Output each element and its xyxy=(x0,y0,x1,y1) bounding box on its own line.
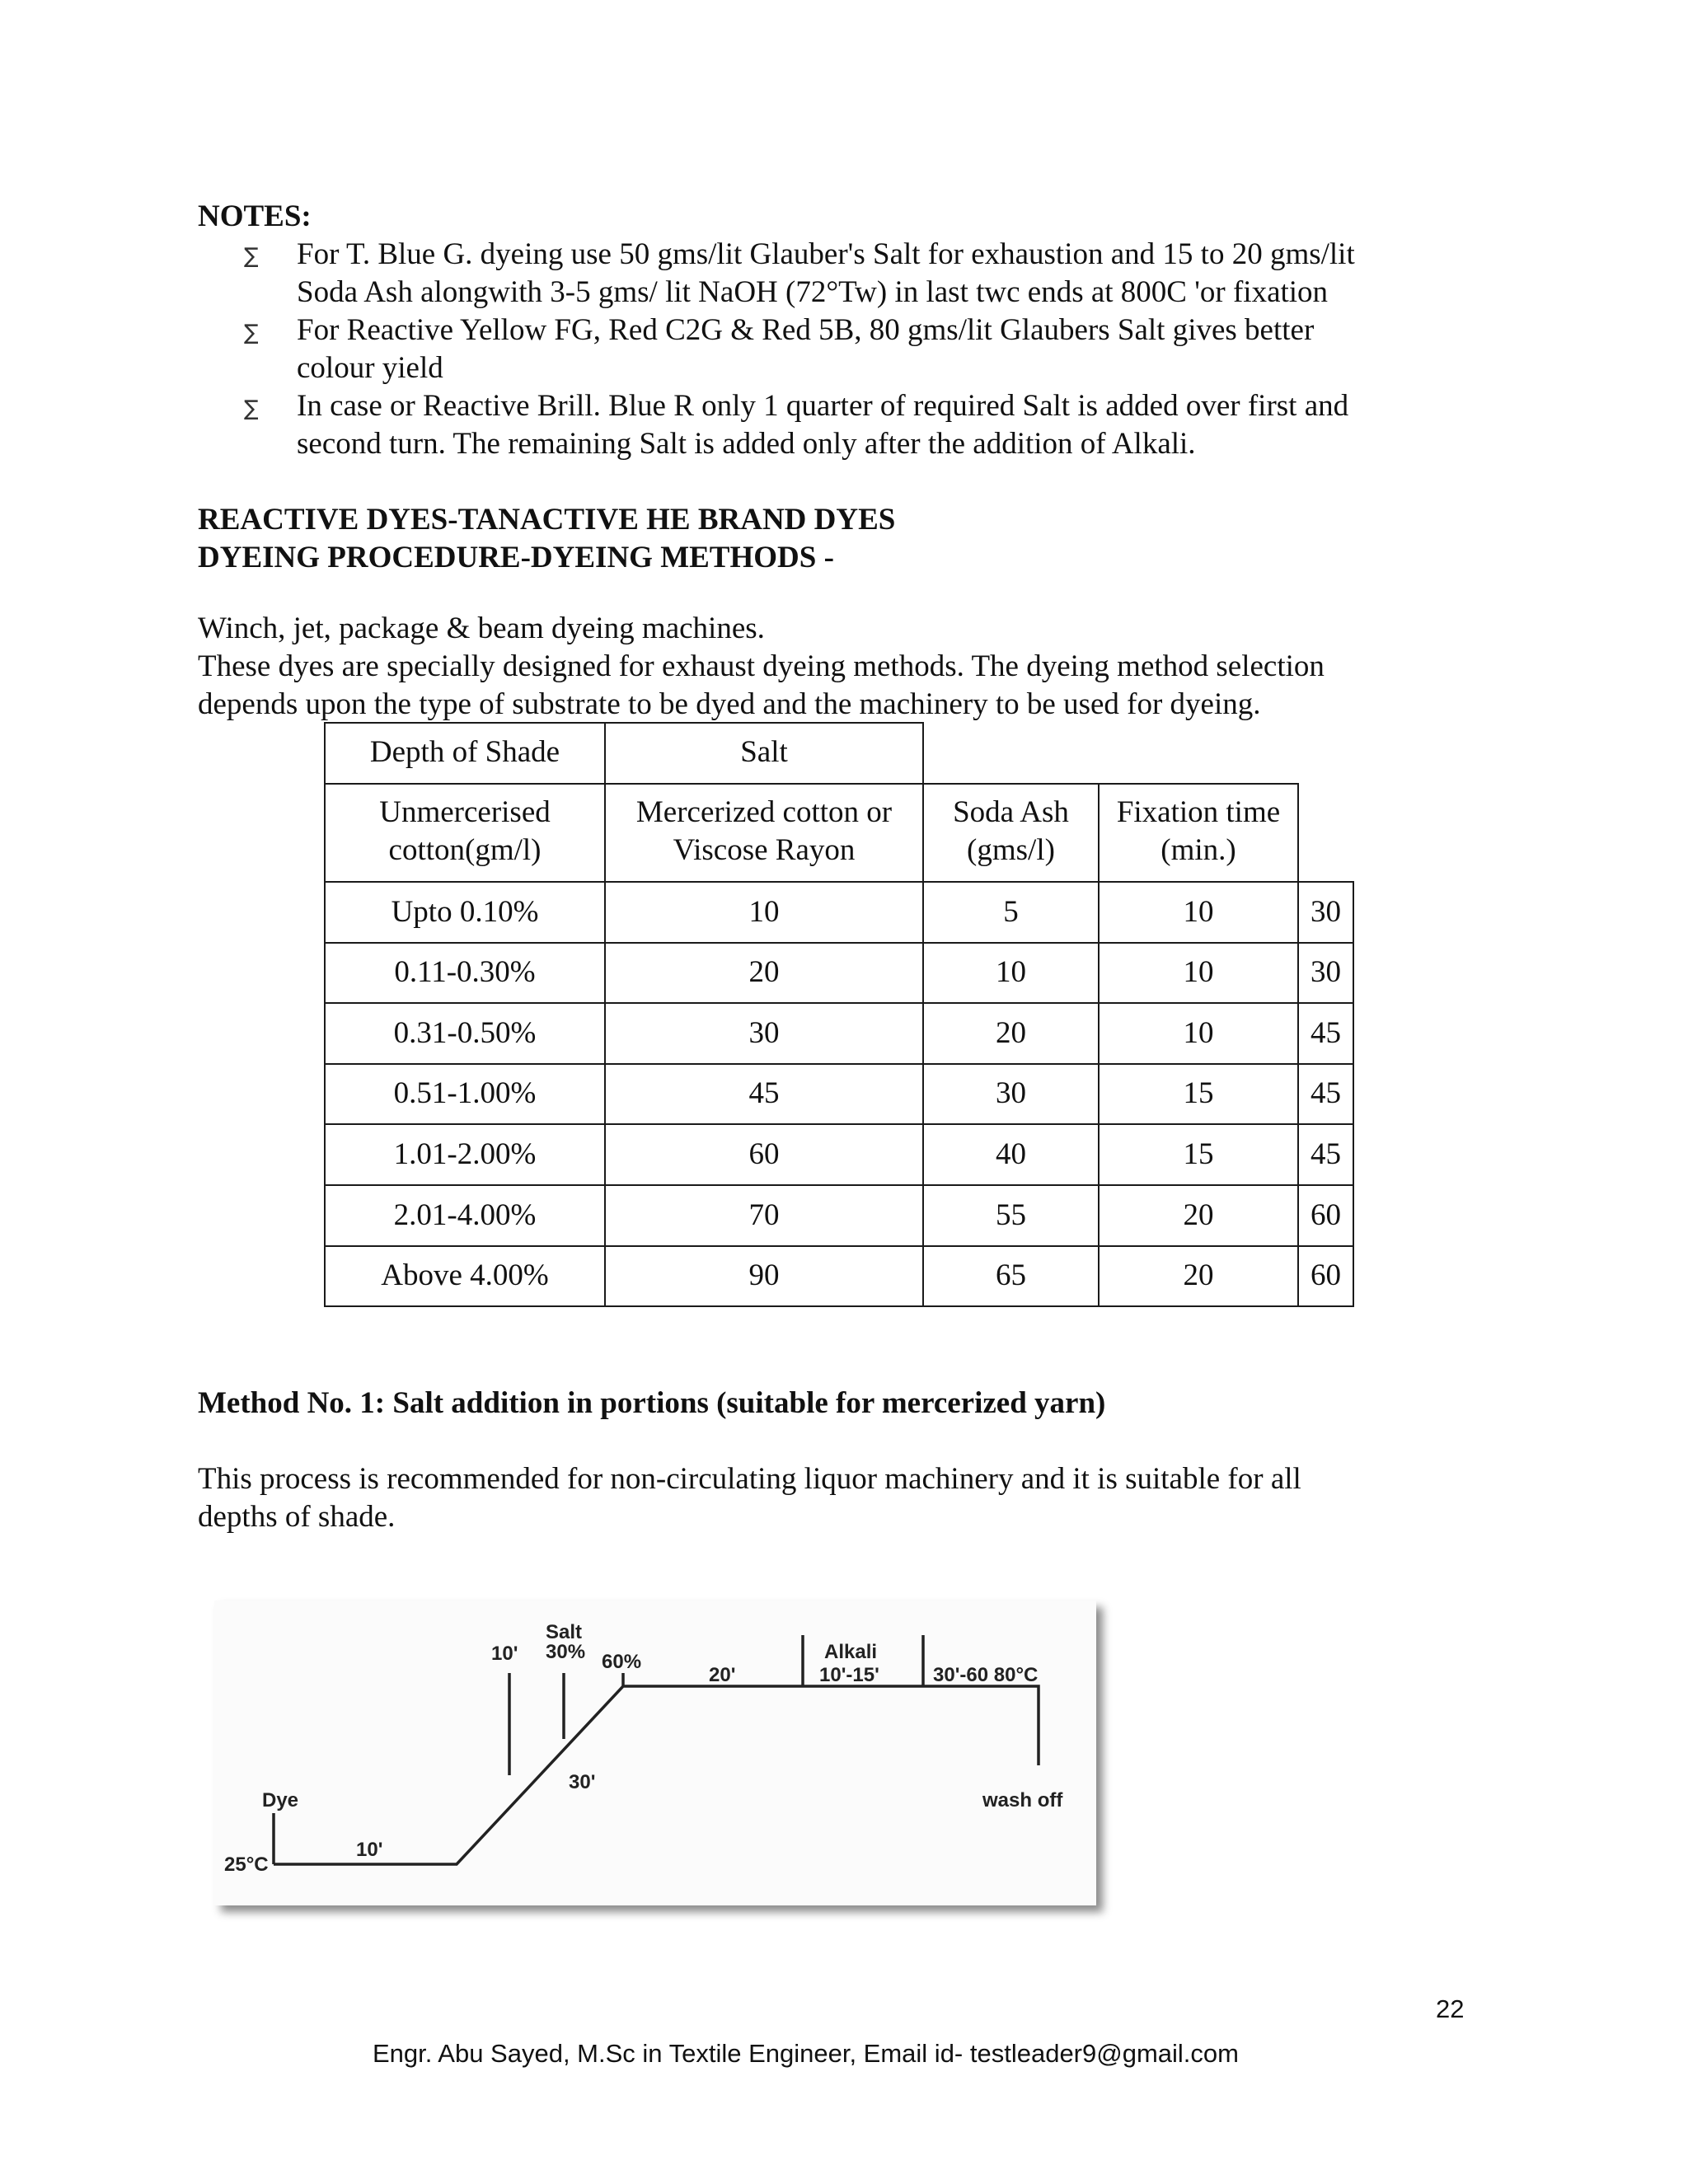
note-2-line-1: For Reactive Yellow FG, Red C2G & Red 5B, 80 gms/lit Glaubers Salt gives better xyxy=(297,313,1315,347)
note-2-line-2: colour yield xyxy=(297,351,443,385)
note-3-line-1: In case or Reactive Brill. Blue R only 1 quarter of required Salt is added over first and xyxy=(297,389,1349,423)
row-depth: 0.51-1.00% xyxy=(393,1076,537,1110)
row-mercerized: 55 xyxy=(996,1198,1026,1232)
section-para-1: Winch, jet, package & beam dyeing machines. xyxy=(198,612,765,645)
header-unmercerised-line-1: Unmercerised xyxy=(379,795,551,829)
row-depth: 0.31-0.50% xyxy=(393,1016,537,1050)
row-soda-ash: 10 xyxy=(1183,955,1214,989)
label-wash-off: wash off xyxy=(982,1789,1063,1811)
row-soda-ash: 20 xyxy=(1183,1198,1214,1232)
section-para-2a: These dyes are specially designed for exhaust dyeing methods. The dyeing method selection xyxy=(198,649,1325,683)
note-1-line-2: Soda Ash alongwith 3-5 gms/ lit NaOH (72°Tw) in last twc ends at 800C 'or fixation xyxy=(297,275,1329,309)
row-depth: 2.01-4.00% xyxy=(393,1198,537,1232)
dyeing-process-diagram xyxy=(214,1601,1096,1905)
row-soda-ash: 20 xyxy=(1183,1258,1214,1292)
label-salt-60pct: 60% xyxy=(602,1651,642,1673)
label-time-10b: 10' xyxy=(491,1643,518,1665)
row-mercerized: 10 xyxy=(996,955,1026,989)
row-unmercerised: 45 xyxy=(748,1076,780,1110)
row-fixation: 45 xyxy=(1311,1137,1341,1171)
row-fixation: 45 xyxy=(1311,1016,1341,1050)
row-fixation: 45 xyxy=(1311,1076,1341,1110)
header-fixation-line-2: (min.) xyxy=(1160,833,1236,867)
row-mercerized: 5 xyxy=(1003,895,1019,929)
row-fixation: 60 xyxy=(1311,1198,1341,1232)
section-title-2: DYEING PROCEDURE-DYEING METHODS - xyxy=(198,541,834,574)
header-unmercerised-line-2: cotton(gm/l) xyxy=(388,833,542,867)
section-para-2b: depends upon the type of substrate to be dyed and the machinery to be used for dyeing. xyxy=(198,687,1261,721)
note-3-line-2: second turn. The remaining Salt is added only after the addition of Alkali. xyxy=(297,427,1196,461)
label-time-10a: 10' xyxy=(356,1839,383,1861)
method-desc-1: This process is recommended for non-circulating liquor machinery and it is suitable for all xyxy=(198,1462,1301,1496)
bullet-icon: ∑ xyxy=(244,244,259,269)
row-fixation: 30 xyxy=(1311,955,1341,989)
label-salt: Salt xyxy=(546,1621,583,1643)
label-temp-start: 25°C xyxy=(224,1854,269,1876)
label-alkali: Alkali xyxy=(824,1641,878,1663)
row-depth: Above 4.00% xyxy=(381,1258,549,1292)
row-unmercerised: 10 xyxy=(748,895,780,929)
header-soda-ash-line-2: (gms/l) xyxy=(967,833,1055,867)
header-mercerized-line-1: Mercerized cotton or xyxy=(635,795,893,829)
row-unmercerised: 20 xyxy=(748,955,780,989)
header-fixation-line-1: Fixation time xyxy=(1116,795,1281,829)
label-alkali-time: 10'-15' xyxy=(819,1664,879,1686)
row-unmercerised: 30 xyxy=(748,1016,780,1050)
process-curve xyxy=(214,1601,1096,1905)
page-number: 22 xyxy=(1436,1994,1465,2023)
footer-author: Engr. Abu Sayed, M.Sc in Textile Engineer, Email id- testleader9@gmail.com xyxy=(373,2039,1239,2068)
note-1-line-1: For T. Blue G. dyeing use 50 gms/lit Glauber's Salt for exhaustion and 15 to 20 gms/lit xyxy=(297,237,1355,271)
row-mercerized: 40 xyxy=(996,1137,1026,1171)
row-soda-ash: 10 xyxy=(1183,1016,1214,1050)
section-title-1: REACTIVE DYES-TANACTIVE HE BRAND DYES xyxy=(198,503,896,537)
label-salt-30pct: 30% xyxy=(546,1641,586,1663)
header-soda-ash-line-1: Soda Ash xyxy=(953,795,1069,829)
label-dye: Dye xyxy=(262,1789,299,1811)
row-depth: 1.01-2.00% xyxy=(393,1137,537,1171)
row-depth: 0.11-0.30% xyxy=(394,955,536,989)
notes-heading: NOTES: xyxy=(198,199,312,233)
temperature-profile xyxy=(274,1686,1039,1864)
row-mercerized: 30 xyxy=(996,1076,1026,1110)
header-depth-of-shade: Depth of Shade xyxy=(369,735,560,769)
label-time-20: 20' xyxy=(709,1664,736,1686)
row-unmercerised: 90 xyxy=(748,1258,780,1292)
row-soda-ash: 10 xyxy=(1183,895,1214,929)
label-fixation: 30'-60 80°C xyxy=(933,1664,1039,1686)
row-mercerized: 65 xyxy=(996,1258,1026,1292)
row-fixation: 60 xyxy=(1311,1258,1341,1292)
label-time-30: 30' xyxy=(569,1771,596,1793)
row-unmercerised: 60 xyxy=(748,1137,780,1171)
row-mercerized: 20 xyxy=(996,1016,1026,1050)
row-soda-ash: 15 xyxy=(1183,1137,1214,1171)
row-depth: Upto 0.10% xyxy=(391,895,539,929)
method-title: Method No. 1: Salt addition in portions (suitable for mercerized yarn) xyxy=(198,1386,1106,1420)
bullet-icon: ∑ xyxy=(244,396,259,421)
header-mercerized-line-2: Viscose Rayon xyxy=(673,833,856,867)
bullet-icon: ∑ xyxy=(244,321,259,345)
header-salt: Salt xyxy=(740,735,788,769)
method-desc-2: depths of shade. xyxy=(198,1500,396,1534)
row-soda-ash: 15 xyxy=(1183,1076,1214,1110)
row-fixation: 30 xyxy=(1311,895,1341,929)
row-unmercerised: 70 xyxy=(748,1198,780,1232)
